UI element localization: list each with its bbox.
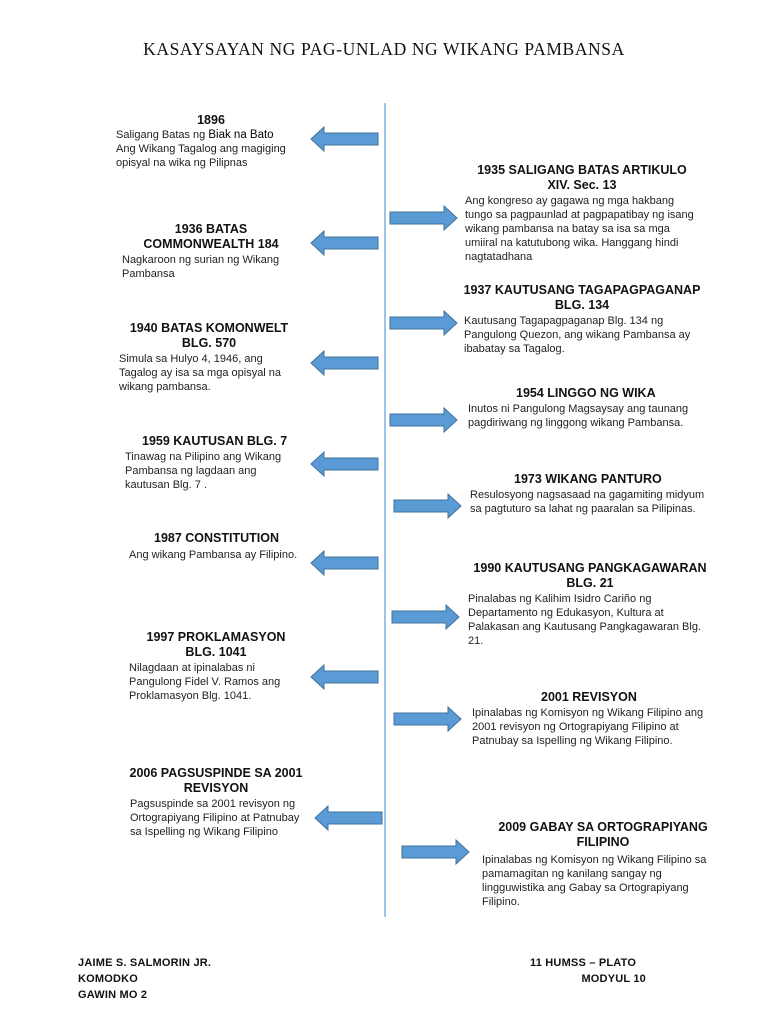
entry-heading: 1987 CONSTITUTION bbox=[154, 531, 280, 545]
entry-description: Tinawag na Pilipino ang Wikang Pambansa ng lagdaan ang kautusan Blg. 7 . bbox=[125, 451, 282, 491]
timeline-entry-2006 bbox=[116, 766, 316, 851]
timeline-entry-1990 bbox=[462, 561, 712, 648]
timeline-entry-1940 bbox=[116, 321, 302, 394]
arrow-right-icon bbox=[392, 493, 462, 519]
entry-heading: 2001 REVISYON bbox=[541, 690, 637, 704]
entry-description: Inutos ni Pangulong Magsaysay ang taunang pagdiriwang ng linggong wikang Pambansa. bbox=[468, 403, 689, 429]
entry-heading: 1990 KAUTUSANG PANGKAGAWARAN BLG. 21 bbox=[473, 561, 707, 590]
entry-description: Ipinalabas ng Komisyon ng Wikang Filipino sa pamamagitan ng kanilang sangay ng lingguwistika ang Gabay sa Ortograpiyang Filipino. bbox=[482, 854, 707, 908]
timeline-entry-1987 bbox=[116, 531, 316, 562]
entry-description bbox=[116, 128, 306, 170]
timeline-entry-1954 bbox=[462, 386, 712, 430]
footer-task: GAWIN MO 2 bbox=[78, 989, 148, 1001]
entry-description: Ang wikang Pambansa ay Filipino. bbox=[129, 549, 298, 561]
entry-heading: 1940 BATAS KOMONWELT BLG. 570 bbox=[129, 321, 289, 350]
timeline-entry-2001 bbox=[462, 690, 712, 748]
timeline-line bbox=[384, 103, 386, 917]
arrow-right-icon bbox=[388, 310, 458, 336]
arrow-right-icon bbox=[400, 839, 470, 865]
timeline-entry-1896 bbox=[116, 113, 306, 170]
entry-description: Nagkaroon ng surian ng Wikang Pambansa bbox=[122, 254, 280, 280]
arrow-left-icon bbox=[310, 550, 380, 576]
arrow-right-icon bbox=[392, 706, 462, 732]
entry-description: Pagsuspinde sa 2001 revisyon ng Ortograpiyang Filipino at Patnubay sa Ispelling ng Wikang Filipino bbox=[130, 798, 300, 838]
entry-heading: 1997 PROKLAMASYON BLG. 1041 bbox=[146, 630, 286, 659]
entry-description-emphasis: Biak na Bato bbox=[208, 129, 274, 141]
entry-heading: 1959 KAUTUSAN BLG. 7 bbox=[142, 434, 288, 448]
entry-description: Kautusang Tagapagpaganap Blg. 134 ng Pangulong Quezon, ang wikang Pambansa ay ibabatay sa Tagalog. bbox=[464, 315, 691, 355]
footer-section: 11 HUMSS – PLATO bbox=[530, 957, 637, 969]
arrow-right-icon bbox=[388, 407, 458, 433]
entry-heading: 1935 SALIGANG BATAS ARTIKULO XIV. Sec. 13 bbox=[477, 163, 687, 192]
arrow-left-icon bbox=[310, 451, 380, 477]
footer-left bbox=[78, 955, 211, 1003]
entry-description: Simula sa Hulyo 4, 1946, ang Tagalog ay isa sa mga opisyal na wikang pambansa. bbox=[119, 353, 282, 393]
entry-description: Nilagdaan at ipinalabas ni Pangulong Fidel V. Ramos ang Proklamasyon Blg. 1041. bbox=[129, 662, 281, 702]
entry-description: Resulosyong nagsasaad na gagamiting midyum sa pagtuturo sa lahat ng paaralan sa Pilipinas. bbox=[470, 489, 705, 515]
entry-description-rest: Ang Wikang Tagalog ang magiging opisyal na wika ng Pilipnas bbox=[116, 143, 286, 169]
entry-heading: 2009 GABAY SA ORTOGRAPIYANG FILIPINO bbox=[498, 820, 708, 849]
entry-description: Ang kongreso ay gagawa ng mga hakbang tungo sa pagpaunlad at pagpapatibay ng isang wikang pambansa na batay sa isa sa mga umiiral na katutubong wika. Hanggang hindi nagtatadhana bbox=[465, 195, 694, 263]
entry-heading: 1936 BATAS COMMONWEALTH 184 bbox=[143, 222, 279, 251]
timeline-entry-1936 bbox=[116, 222, 306, 281]
timeline-entry-1973 bbox=[462, 472, 712, 516]
footer-module: MODYUL 10 bbox=[581, 973, 646, 985]
entry-heading: 2006 PAGSUSPINDE SA 2001 REVISYON bbox=[129, 766, 303, 795]
entry-description: Ipinalabas ng Komisyon ng Wikang Filipino ang 2001 revisyon ng Ortograpiyang Filipino at Patnubay sa Ispelling ng Wikang Filipino. bbox=[472, 707, 704, 747]
arrow-right-icon bbox=[388, 205, 458, 231]
footer-author: JAIME S. SALMORIN JR. bbox=[78, 957, 212, 969]
timeline-entry-1937 bbox=[462, 283, 702, 356]
entry-heading: 1937 KAUTUSANG TAGAPAGPAGANAP BLG. 134 bbox=[463, 283, 701, 312]
timeline-entry-1959 bbox=[116, 434, 306, 492]
timeline-entry-1935 bbox=[462, 163, 702, 264]
arrow-left-icon bbox=[310, 126, 380, 152]
footer-right bbox=[530, 955, 646, 987]
entry-description-prefix: Saligang Batas ng bbox=[116, 129, 209, 141]
arrow-left-icon bbox=[310, 350, 380, 376]
entry-heading: 1954 LINGGO NG WIKA bbox=[516, 386, 656, 400]
entry-heading: 1973 WIKANG PANTURO bbox=[514, 472, 662, 486]
entry-heading: 1896 bbox=[197, 113, 225, 127]
entry-description: Pinalabas ng Kalihim Isidro Cariño ng Departamento ng Edukasyon, Kultura at Palakasan ang Kautusang Pangkagawaran Blg. 21. bbox=[468, 593, 702, 647]
timeline-entry-1997 bbox=[116, 630, 316, 703]
timeline-entry-2009 bbox=[478, 820, 728, 909]
page-title: KASAYSAYAN NG PAG-UNLAD NG WIKANG PAMBANSA bbox=[143, 39, 625, 59]
arrow-right-icon bbox=[390, 604, 460, 630]
arrow-left-icon bbox=[314, 805, 384, 831]
arrow-left-icon bbox=[310, 230, 380, 256]
footer-subject: KOMODKO bbox=[78, 973, 139, 985]
arrow-left-icon bbox=[310, 664, 380, 690]
